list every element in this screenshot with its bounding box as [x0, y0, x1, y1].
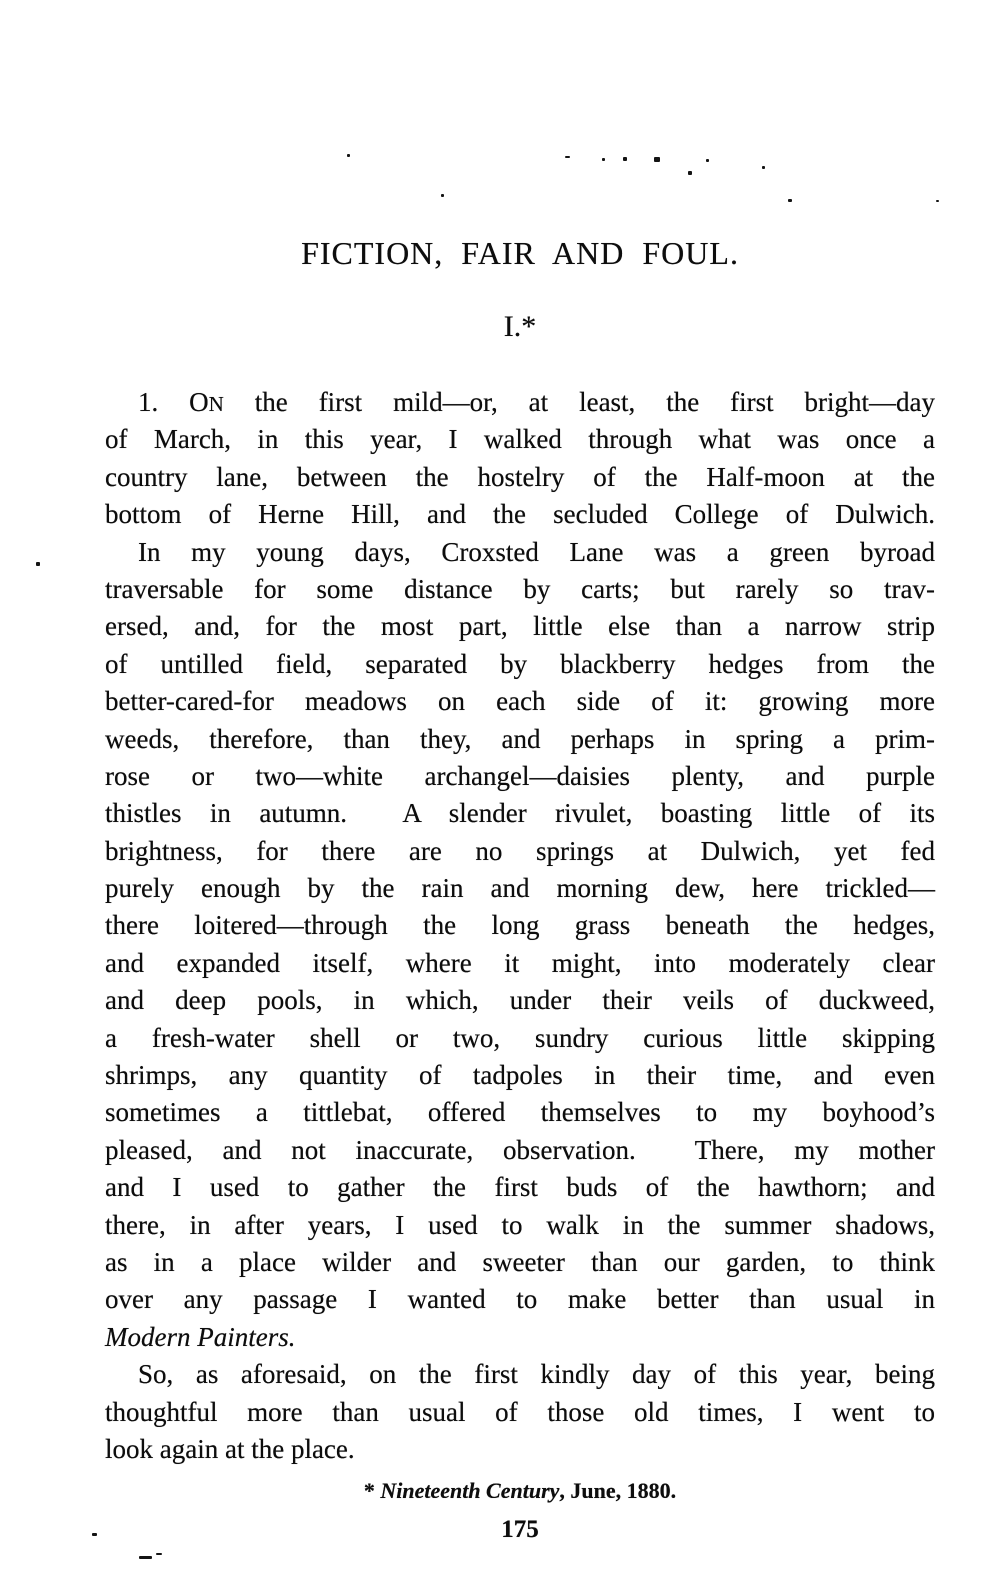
- text-line: [105, 384, 935, 421]
- scan-speckle: [788, 199, 792, 202]
- text-line: [105, 459, 935, 496]
- scan-speckle: [936, 200, 939, 202]
- text-segment: over any passage I wanted to make better than usual in: [105, 1284, 935, 1315]
- text-line: [105, 646, 935, 683]
- text-line: [105, 571, 935, 608]
- scan-speckle: [688, 171, 692, 175]
- text-segment: 1. O: [138, 387, 209, 417]
- text-segment: look again at the place.: [105, 1433, 355, 1464]
- text-line: [105, 982, 935, 1019]
- text-line: [105, 758, 935, 795]
- text-segment: weeds, therefore, than they, and perhaps in spring a prim-: [105, 723, 935, 754]
- text-line: [105, 795, 935, 832]
- text-segment: shrimps, any quantity of tadpoles in their time, and even: [105, 1060, 935, 1091]
- text-segment: bottom of Herne Hill, and the secluded College of Dulwich.: [105, 499, 935, 530]
- text-segment: thistles in autumn. A slender rivulet, boasting little of its: [105, 798, 935, 829]
- text-segment: *: [363, 1478, 381, 1503]
- text-line: [105, 608, 935, 645]
- text-line: [105, 721, 935, 758]
- text-segment: better-cared-for meadows on each side of it: growing more: [105, 686, 935, 717]
- scan-speckle: [92, 1533, 97, 1536]
- text-line: [105, 1057, 935, 1094]
- footnote: [105, 1477, 935, 1505]
- text-line: [105, 907, 935, 944]
- text-segment: ersed, and, for the most part, little else than a narrow strip: [105, 611, 935, 642]
- text-line: [105, 534, 935, 571]
- scan-speckle: [441, 194, 444, 197]
- text-segment: So, as aforesaid, on the first kindly day of this year, being: [138, 1359, 935, 1390]
- text-line: [105, 421, 935, 458]
- text-segment: purely enough by the rain and morning dew, here trickled—: [105, 873, 935, 904]
- text-segment: and deep pools, in which, under their veils of duckweed,: [105, 985, 935, 1016]
- text-segment: the first mild—or, at least, the first bright—day: [223, 387, 936, 417]
- text-line: [105, 1356, 935, 1393]
- text-line: [105, 1094, 935, 1131]
- text-line: [105, 1169, 935, 1206]
- scan-speckle: [36, 562, 40, 566]
- scan-speckle: [623, 157, 627, 161]
- text-line: [105, 1394, 935, 1431]
- text-segment: country lane, between the hostelry of the Half-moon at the: [105, 461, 935, 492]
- scan-speckle: [654, 157, 660, 162]
- text-segment: brightness, for there are no springs at Dulwich, yet fed: [105, 835, 935, 866]
- text-line: [105, 1319, 935, 1356]
- text-segment: pleased, and not inaccurate, observation. There, my mother: [105, 1134, 935, 1165]
- scan-speckle: [156, 1553, 162, 1555]
- text-segment: there, in after years, I used to walk in the summer shadows,: [105, 1209, 935, 1240]
- text-segment: rose or two—white archangel—daisies plenty, and purple: [105, 760, 935, 791]
- text-segment: as in a place wilder and sweeter than our garden, to think: [105, 1246, 935, 1277]
- text-segment: In my young days, Croxsted Lane was a green byroad: [138, 536, 935, 567]
- text-line: [105, 496, 935, 533]
- scan-speckle: [762, 166, 765, 169]
- text-segment: a fresh-water shell or two, sundry curious little skipping: [105, 1022, 935, 1053]
- text-segment: thoughtful more than usual of those old times, I went to: [105, 1396, 935, 1427]
- text-segment: sometimes a tittlebat, offered themselves to my boyhood’s: [105, 1097, 935, 1128]
- scan-speckle: [602, 158, 605, 161]
- text-segment: traversable for some distance by carts; but rarely so trav-: [105, 573, 935, 604]
- text-segment: , June, 1880.: [559, 1478, 677, 1503]
- text-line: [105, 1020, 935, 1057]
- page-number: 175: [501, 1516, 539, 1543]
- text-segment: Nineteenth Century: [380, 1478, 560, 1503]
- text-line: [105, 945, 935, 982]
- text-segment: and I used to gather the first buds of the hawthorn; and: [105, 1172, 935, 1203]
- text-line: [105, 870, 935, 907]
- text-line: [105, 1244, 935, 1281]
- text-line: [105, 1207, 935, 1244]
- text-line: [105, 683, 935, 720]
- text-line: [105, 1132, 935, 1169]
- body-text: [105, 384, 935, 1468]
- scan-speckle: [706, 159, 709, 162]
- text-segment: of March, in this year, I walked through what was once a: [105, 424, 935, 455]
- scan-speckle: [347, 154, 350, 157]
- text-segment: there loitered—through the long grass beneath the hedges,: [105, 910, 935, 941]
- text-segment: of untilled field, separated by blackberry hedges from the: [105, 648, 935, 679]
- text-segment: and expanded itself, where it might, into moderately clear: [105, 947, 935, 978]
- scan-speckle: [565, 156, 570, 158]
- text-line: [105, 1281, 935, 1318]
- scan-speckle: [139, 1556, 152, 1559]
- section-heading: I.*: [503, 310, 537, 343]
- text-segment: N: [208, 392, 224, 416]
- text-segment: Modern Painters.: [105, 1321, 296, 1352]
- article-title: FICTION, FAIR AND FOUL.: [301, 235, 739, 271]
- text-line: [105, 1431, 935, 1468]
- text-line: [105, 833, 935, 870]
